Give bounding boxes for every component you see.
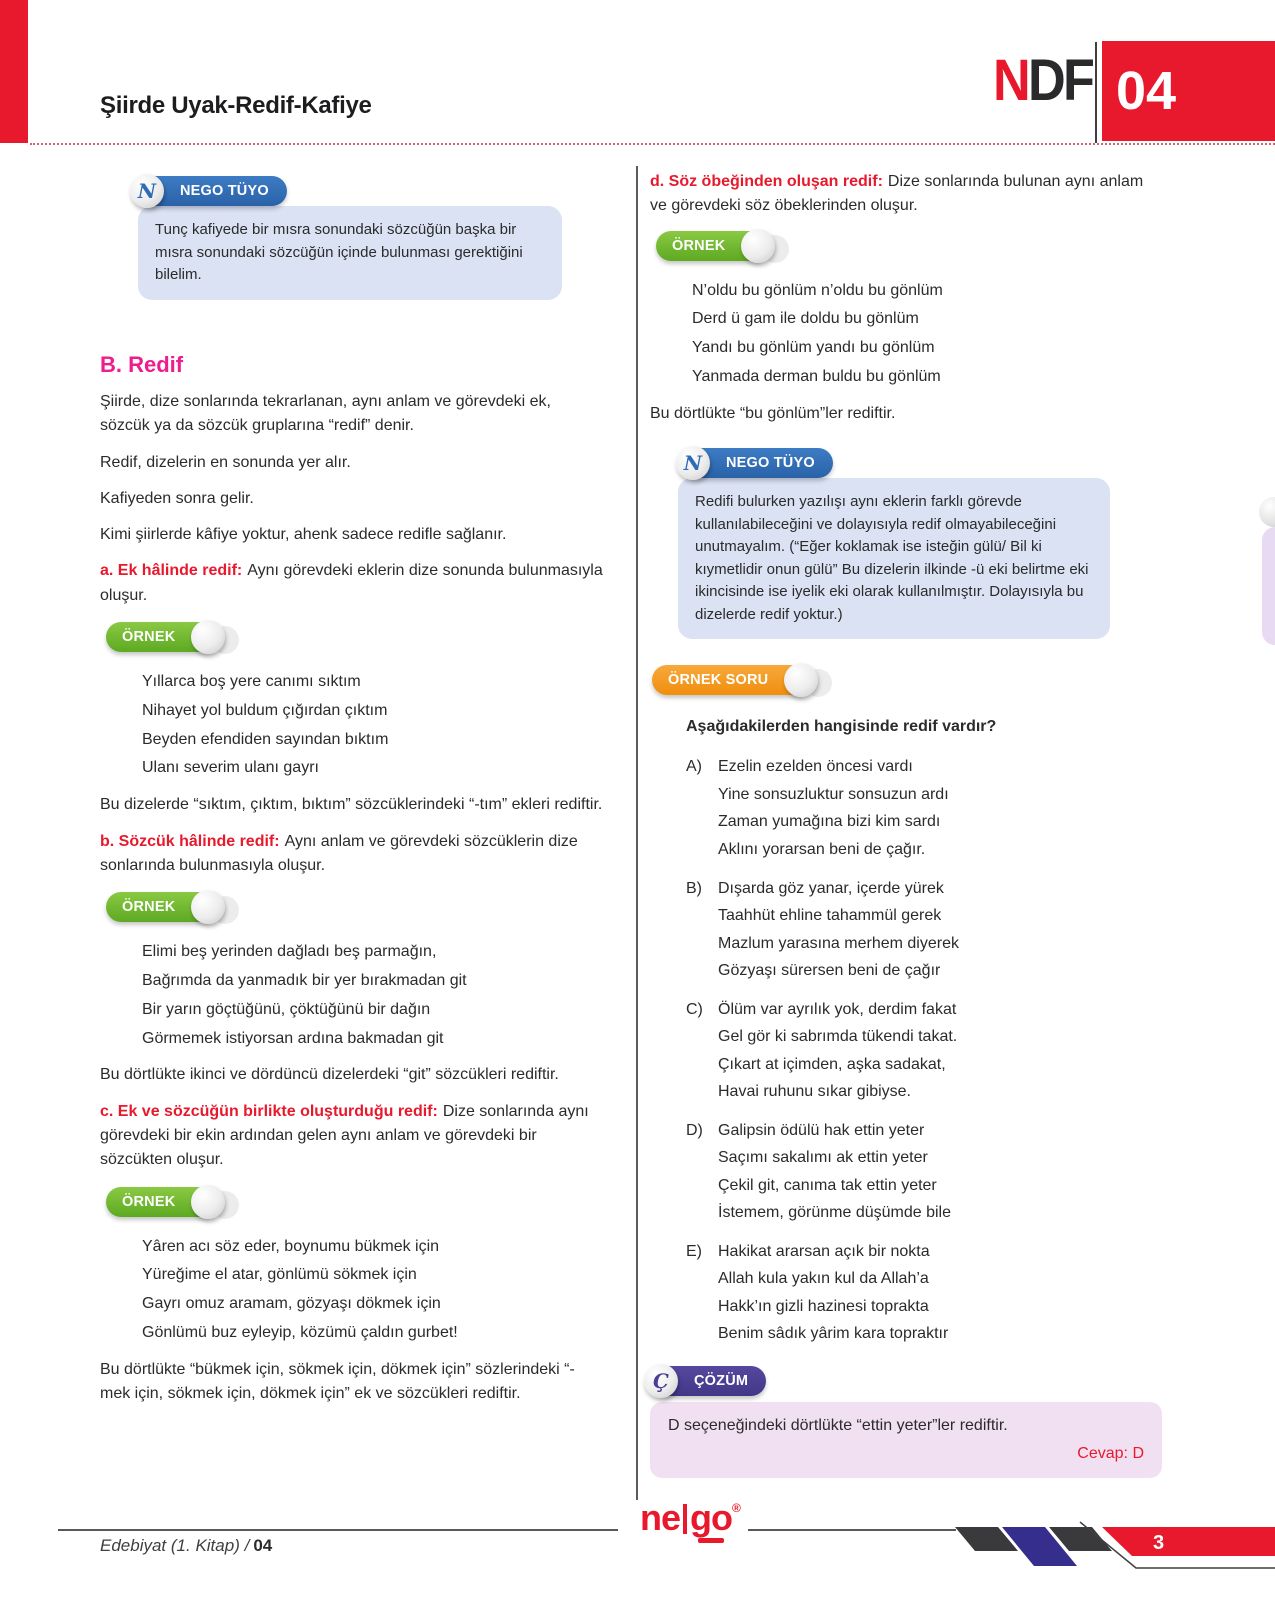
ornek-badge — [656, 231, 769, 261]
nego-logo-subtext — [698, 1538, 724, 1543]
right-column — [650, 168, 1162, 1478]
poem-line: N’oldu bu gönlüm n’oldu bu gönlüm — [692, 281, 943, 299]
subsection-d — [650, 170, 1162, 219]
poem-line: Derd ü gam ile doldu bu gönlüm — [692, 310, 919, 328]
nego-n-icon: N — [676, 446, 710, 480]
option-line: Yine sonsuzluktur sonsuzun ardı — [718, 785, 949, 803]
poem-line: Yüreğime el atar, gönlümü sökmek için — [142, 1266, 417, 1284]
cozum-badge-label: ÇÖZÜM — [694, 1372, 749, 1389]
poem-line: Yandı bu gönlüm yandı bu gönlüm — [692, 339, 935, 357]
option-lines — [718, 1238, 948, 1348]
ornek-badge — [106, 1187, 219, 1217]
ornek-soru-badge-label: ÖRNEK SORU — [668, 672, 769, 689]
subsection-b — [100, 830, 605, 879]
unit-number-badge: 04 — [1102, 41, 1275, 141]
option-c — [686, 996, 1162, 1106]
tip-text: Redifi bulurken yazılışı aynı eklerin farklı görevde kullanılabileceğini ve dolayısıyla redif olmayabileceğini unutmayalım. (“Eğer koklamak ise isteğin gülü/ Bil ki kıymetlidir onun gülü” Bu dizelerin ilkinde -ü eki belirtme eki ikincisinde ise iyelik eki olarak kullanılmıştır. Dolayısıyla bu dizelerde redif yoktur.) — [695, 493, 1089, 623]
nego-n-icon: N — [130, 174, 164, 208]
nego-tuyo-badge — [684, 448, 833, 478]
option-letter: B) — [686, 879, 702, 897]
page-number-banner — [1102, 1527, 1275, 1556]
ornek-badge-label: ÖRNEK — [122, 629, 176, 646]
option-line: Galipsin ödülü hak ettin yeter — [718, 1121, 925, 1139]
subsection-a-label: a. Ek hâlinde redif: — [100, 562, 243, 580]
option-letter: E) — [686, 1242, 702, 1260]
poem-line: Beyden efendiden sayından bıktım — [142, 730, 389, 748]
footer-book-label — [100, 1536, 272, 1556]
tip-box — [138, 206, 562, 300]
solution-text: D seçeneğindeki dörtlükte “ettin yeter”ler rediftir. — [668, 1416, 1008, 1434]
ndf-logo-df: DF — [1027, 48, 1092, 113]
poem-soz-obegi-redif — [692, 277, 1162, 392]
cozum-badge — [652, 1366, 766, 1396]
subsection-c — [100, 1100, 605, 1173]
intro-paragraph: Kafiyeden sonra gelir. — [100, 489, 254, 507]
poem-line: Yıllarca boş yere canımı sıktım — [142, 673, 361, 691]
poem-line: Ulanı severim ulanı gayrı — [142, 759, 319, 777]
option-lines — [718, 996, 957, 1106]
option-line: Havai ruhunu sıkar gibiyse. — [718, 1083, 911, 1101]
nego-tuyo-badge — [138, 176, 287, 206]
poem-line: Yanmada derman buldu bu gönlüm — [692, 368, 941, 386]
option-line: Saçımı sakalımı ak ettin yeter — [718, 1149, 928, 1167]
nego-logo-separator — [683, 1504, 687, 1534]
option-line: Mazlum yarasına merhem diyerek — [718, 934, 959, 952]
poem-d-note: Bu dörtlükte “bu gönlüm”ler rediftir. — [650, 404, 896, 422]
answer-label: Cevap: D — [1077, 1445, 1144, 1463]
option-line: Ezelin ezelden öncesi vardı — [718, 758, 913, 776]
poem-line: Yâren acı söz eder, boynumu bükmek için — [142, 1237, 440, 1255]
page-number: 3 — [1153, 1532, 1165, 1554]
intro-paragraph: Kimi şiirlerde kâfiye yoktur, ahenk sadece redifle sağlanır. — [100, 526, 507, 544]
option-line: Allah kula yakın kul da Allah’a — [718, 1270, 929, 1288]
ornek-soru-badge — [652, 665, 812, 695]
edge-tab-decoration — [1262, 527, 1275, 645]
section-heading-redif: B. Redif — [100, 351, 184, 377]
footer-decoration — [940, 1518, 1275, 1576]
tip-box — [678, 478, 1110, 639]
ornek-badge-label: ÖRNEK — [672, 237, 726, 254]
left-column — [100, 168, 605, 1418]
subsection-d-text: Dize sonlarında bulunan aynı anlam ve görevdeki söz öbeklerinden oluşur. — [650, 173, 1144, 215]
tip-text: Tunç kafiyede bir mısra sonundaki sözcüğün başka bir mısra sonundaki sözcüğün içinde bulunması gerektiğini bilelim. — [155, 221, 523, 283]
nego-tuyo-badge-label: NEGO TÜYO — [180, 182, 269, 199]
solution-box — [650, 1402, 1162, 1479]
footer-rule — [748, 1529, 956, 1531]
option-letter: C) — [686, 1000, 703, 1018]
footer-book-title: Edebiyat (1. Kitap) / — [100, 1536, 250, 1555]
ornek-badge — [106, 892, 219, 922]
poem-line: Gönlümü buz eyleyip, közümü çaldın gurbet! — [142, 1324, 458, 1342]
poem-line: Nihayet yol buldum çığırdan çıktım — [142, 701, 388, 719]
option-line: Hakk’ın gizli hazinesi toprakta — [718, 1297, 929, 1315]
ornek-badge-label: ÖRNEK — [122, 899, 176, 916]
option-line: Ölüm var ayrılık yok, derdim fakat — [718, 1000, 957, 1018]
option-line: Dışarda göz yanar, içerde yürek — [718, 879, 944, 897]
ndf-logo-n: N — [992, 48, 1028, 113]
nego-logo — [640, 1497, 741, 1538]
option-d — [686, 1117, 1162, 1227]
poem-line: Bağrımda da yanmadık bir yer bırakmadan git — [142, 972, 467, 989]
ndf-logo-separator — [1095, 42, 1097, 143]
option-lines — [718, 753, 949, 863]
subsection-b-label: b. Sözcük hâlinde redif: — [100, 832, 280, 850]
option-line: İstemem, görünme düşümde bile — [718, 1204, 951, 1222]
subsection-c-label: c. Ek ve sözcüğün birlikte oluşturduğu redif: — [100, 1102, 438, 1120]
subsection-d-label: d. Söz öbeğinden oluşan redif: — [650, 173, 883, 190]
option-line: Aklını yorarsan beni de çağır. — [718, 840, 926, 858]
option-line: Gözyaşı sürersen beni de çağır — [718, 962, 941, 980]
nego-logo-go: go — [690, 1497, 732, 1538]
option-e — [686, 1238, 1162, 1348]
header-divider-rule — [30, 143, 1275, 145]
option-a — [686, 753, 1162, 863]
column-divider — [636, 166, 638, 1500]
option-line: Gel gör ki sabrımda tükendi takat. — [718, 1028, 958, 1046]
option-line: Taahhüt ehline tahammül gerek — [718, 907, 942, 925]
nego-tuyo-badge-label: NEGO TÜYO — [726, 455, 815, 472]
ndf-logo — [992, 48, 1092, 113]
poem-b-note: Bu dörtlükte ikinci ve dördüncü dizelerdeki “git” sözcükleri rediftir. — [100, 1066, 559, 1084]
question-text: Aşağıdakilerden hangisinde redif vardır? — [686, 718, 997, 736]
option-line: Çekil git, canıma tak ettin yeter — [718, 1176, 937, 1194]
option-lines — [718, 1117, 951, 1227]
ornek-badge-label: ÖRNEK — [122, 1193, 176, 1210]
footer-book-number: 04 — [253, 1536, 273, 1555]
nego-logo-ne: ne — [640, 1497, 681, 1538]
subsection-b-text: Aynı anlam ve görevdeki sözcüklerin dize sonlarında bulunmasıyla oluşur. — [100, 832, 578, 874]
page-title: Şiirde Uyak-Redif-Kafiye — [100, 92, 372, 119]
intro-paragraph: Şiirde, dize sonlarında tekrarlanan, aynı anlam ve görevdeki ek, sözcük ya da sözcük gruplarına “redif” denir. — [100, 392, 551, 435]
intro-paragraph: Redif, dizelerin en sonunda yer alır. — [100, 453, 351, 471]
poem-ek-redif — [142, 668, 605, 783]
option-line: Hakikat ararsan açık bir nokta — [718, 1242, 930, 1260]
option-lines — [718, 875, 959, 985]
footer-rule — [58, 1529, 618, 1531]
subsection-c-text: Dize sonlarında aynı görevdeki bir ekin ardından gelen aynı anlam ve görevdeki bir sözcükten oluşur. — [100, 1102, 589, 1169]
option-b — [686, 875, 1162, 985]
option-letter: A) — [686, 758, 702, 776]
option-letter: D) — [686, 1121, 703, 1139]
toggle-circle-icon — [741, 229, 775, 263]
poem-c-note: Bu dörtlükte “bükmek için, sökmek için, dökmek için” sözlerindeki “-mek için, sökmek için, dökmek için” ek ve sözcükleri rediftir. — [100, 1360, 575, 1403]
ornek-badge — [106, 622, 219, 652]
edge-toggle-circle-icon — [1259, 497, 1275, 527]
subsection-a — [100, 559, 605, 608]
header-red-bar — [0, 0, 28, 143]
poem-line: Bir yarın göçtüğünü, çöktüğünü bir dağın — [142, 1000, 431, 1018]
poem-line: Gayrı omuz aramam, gözyaşı dökmek için — [142, 1295, 441, 1313]
registered-mark-icon: ® — [732, 1501, 741, 1515]
option-line: Zaman yumağına bizi kim sardı — [718, 813, 941, 831]
option-line: Benim sâdık yârim kara topraktır — [718, 1325, 949, 1343]
poem-ek-ve-sozcuk-redif — [142, 1233, 605, 1348]
toggle-circle-icon — [191, 1185, 225, 1219]
poem-sozcuk-redif — [142, 938, 605, 1053]
option-line: Çıkart at içimden, aşka sadakat, — [718, 1055, 946, 1073]
subsection-a-text: Aynı görevdeki eklerin dize sonunda bulunmasıyla oluşur. — [100, 562, 603, 604]
poem-line: Elimi beş yerinden dağladı beş parmağın, — [142, 943, 437, 961]
poem-a-note: Bu dizelerde “sıktım, çıktım, bıktım” sözcüklerindeki “-tım” ekleri rediftir. — [100, 796, 603, 814]
cozum-c-icon: Ç — [644, 1364, 678, 1398]
poem-line: Görmemek istiyorsan ardına bakmadan git — [142, 1029, 444, 1047]
